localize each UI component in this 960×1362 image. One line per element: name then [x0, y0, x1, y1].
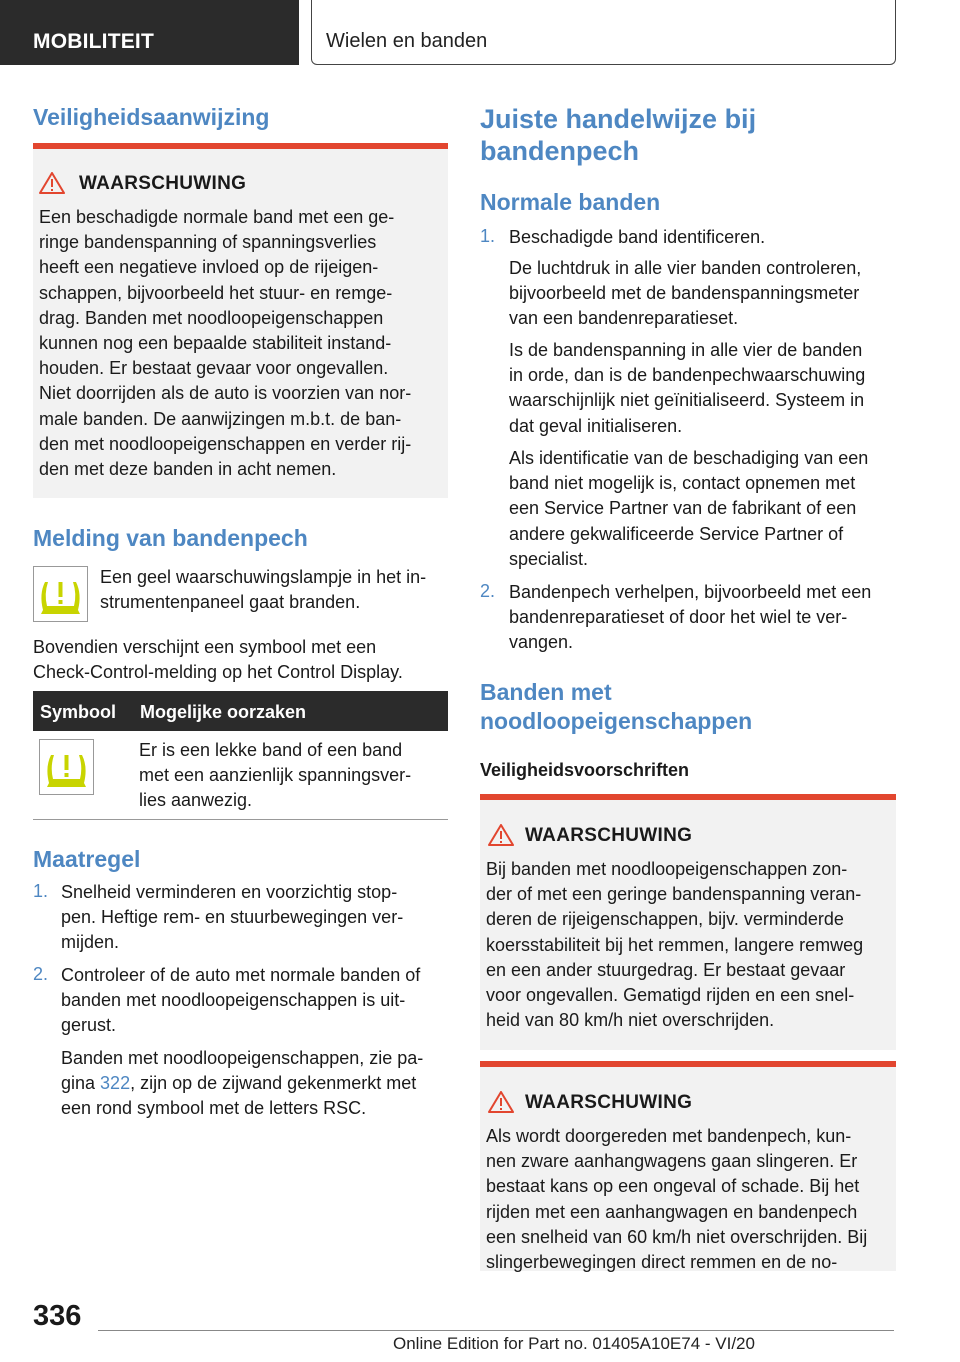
column-header-symbool: Symbool [40, 702, 117, 722]
step-paragraph: Is de bandenspanning in alle vier de banden in orde, dan is de bandenpechwaarschuwing waarschijnlijk niet geïnitialiseerd. Systeem in dat geval initialiseren. [509, 340, 866, 436]
step-number: 2. [480, 581, 496, 601]
step-text: Bandenpech verhelpen, bijvoorbeeld met een bandenreparatieset of door het wiel te ver- vangen. [509, 582, 872, 653]
warning-triangle-icon [488, 1091, 514, 1113]
footer-rule [98, 1330, 894, 1331]
rsc-heading: Banden met noodloopeigenschappen [480, 679, 753, 734]
section-label: MOBILITEIT [33, 30, 154, 53]
step-number: 1. [33, 881, 49, 901]
warning-text: Als wordt doorgereden met bandenpech, kun- nen zware aanhangwagens gaan slingeren. Er bestaat kans op een ongeval of schade. Bij het rijden met een aanhangwagen en bandenpech een snelheid van 60 km/h niet overschrijden. Bij slingerbewegingen direct remmen en de no- [486, 1126, 868, 1273]
section-tab [0, 0, 299, 65]
step-text: Controleer of de auto met normale banden of banden met noodloopeigenschappen is uit- gerust. [61, 965, 421, 1036]
tire-pressure-warning-icon [33, 566, 88, 622]
safety-rules-heading: Veiligheidsvoorschriften [480, 760, 690, 780]
step-text: Beschadigde band identificeren. [509, 227, 766, 247]
step-number: 2. [33, 964, 49, 984]
melding-text: Een geel waarschuwingslampje in het in- strumentenpaneel gaat branden. [100, 567, 427, 613]
chapter-label: Wielen en banden [326, 30, 488, 52]
table-header [33, 691, 448, 731]
warning-box-2 [480, 794, 896, 1050]
warning-triangle-icon [488, 824, 514, 846]
column-header-oorzaken: Mogelijke oorzaken [140, 702, 307, 722]
warning-box-1 [33, 143, 448, 498]
normal-tires-heading: Normale banden [480, 189, 661, 215]
table-row [39, 739, 94, 800]
warning-box-3 [480, 1061, 896, 1271]
warning-triangle-icon [39, 172, 65, 194]
step-number: 1. [480, 226, 496, 246]
section-title: Juiste handelwijze bij bandenpech [480, 104, 757, 166]
page-number: 336 [33, 1300, 82, 1332]
warning-text: Een beschadigde normale band met een ge- ringe bandenspanning of spanningsverlies heeft een negatieve invloed op de rijeigen- schappen, bijvoorbeeld het stuur- en remge- drag. Banden met noodloopeigenschappen kunnen nog een bepaalde stabiliteit instand- houden. Er bestaat gevaar voor ongevallen. Niet doorrijden als de auto is voorzien van nor- male banden. De aanwijzingen m.b.t. de ban- den met noodloopeigenschappen en verder rij- den met deze banden in acht nemen. [39, 207, 412, 480]
step-paragraph: De luchtdruk in alle vier banden controleren, bijvoorbeeld met de bandenspanningsmeter van een bandenreparatieset. [509, 258, 862, 329]
warning-title: WAARSCHUWING [525, 1092, 693, 1113]
step-text: Snelheid verminderen en voorzichtig stop- pen. Heftige rem- en stuurbewegingen ver- mijden. [61, 882, 404, 953]
warning-text: Bij banden met noodloopeigenschappen zon- der of met een geringe bandenspanning veran- deren de rijeigenschappen, bijv. verminderde koersstabiliteit bij het remmen, langere remweg en een ander stuurgedrag. Er bestaat gevaar voor ongevallen. Gematigd rijden en een snel- heid van 80 km/h niet overschrijden. [486, 859, 864, 1031]
step-note: Banden met noodloopeigenschappen, zie pa- gina 322, zijn op de zijwand gekenmerkt met een rond symbool met de letters RSC. [61, 1048, 424, 1119]
melding-heading: Melding van bandenpech [33, 525, 308, 551]
table-bottom-rule [33, 819, 448, 820]
edition-text: Online Edition for Part no. 01405A10E74 - VI/20 [393, 1334, 755, 1353]
page-link[interactable]: 322 [100, 1073, 131, 1094]
chapter-tab [311, 0, 896, 65]
tire-pressure-symbol-icon [39, 739, 94, 795]
bovendien-text: Bovendien verschijnt een symbool met een Check-Control-melding op het Control Display. [33, 637, 403, 683]
maatregel-heading: Maatregel [33, 846, 141, 872]
warning-title: WAARSCHUWING [525, 825, 693, 846]
step-paragraph: Als identificatie van de beschadiging van een band niet mogelijk is, contact opnemen met een Service Partner van de fabrikant of een andere gekwalificeerde Service Partner of specialist. [509, 448, 869, 569]
page-header [0, 0, 960, 66]
safety-heading: Veiligheidsaanwijzing [33, 104, 270, 130]
table-cell-cause: Er is een lekke band of een band met een aanzienlijk spanningsver- lies aanwezig. [139, 740, 412, 811]
warning-title: WAARSCHUWING [79, 173, 247, 194]
